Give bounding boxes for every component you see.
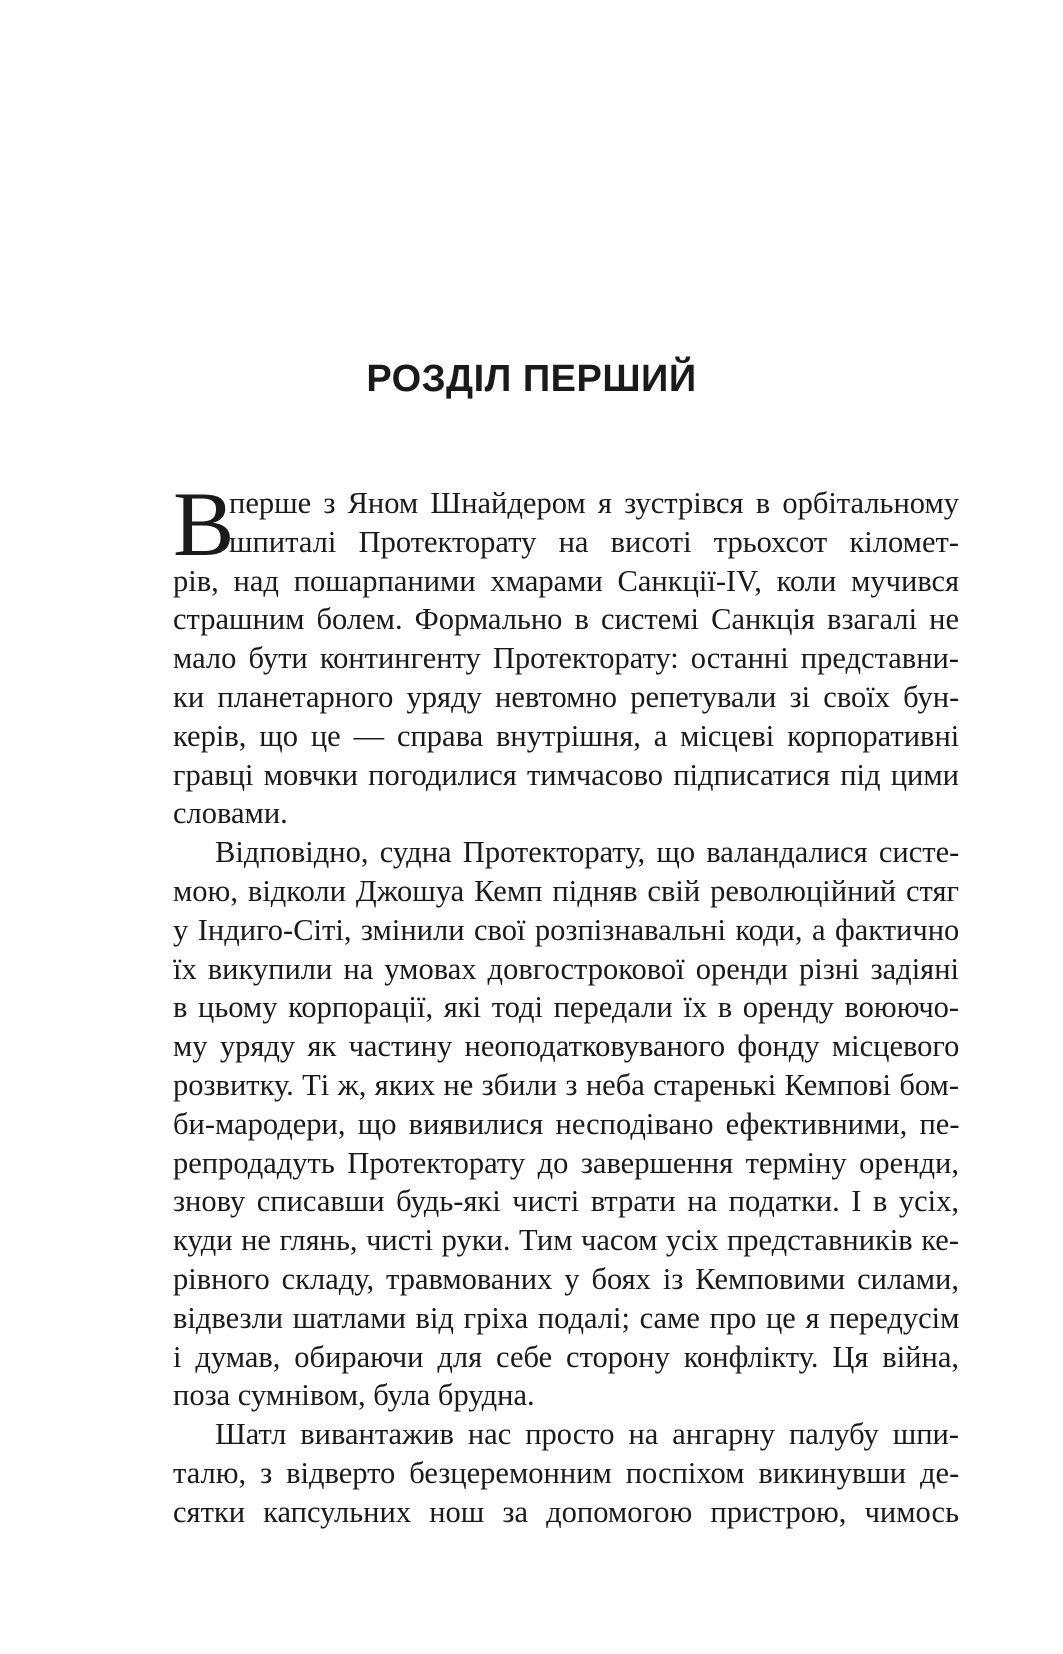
text-line: їх викупили на умовах довгострокової оренди різні задіяні bbox=[173, 951, 959, 986]
text-line: рів, над пошарпаними хмарами Санкції-IV, коли мучився bbox=[173, 563, 960, 598]
text-line: відвезли шатлами від гріха подалі; саме про це я передусім bbox=[173, 1300, 960, 1335]
text-line: репродадуть Протекторату до завершення терміну оренди, bbox=[173, 1145, 959, 1180]
text-line: в цьому корпорації, які тоді передали їх в оренду воюючо- bbox=[173, 990, 960, 1025]
text-line: шпиталі Протекторату на висоті трьохсот кіломет- bbox=[229, 524, 959, 559]
text-line: рівного складу, травмованих у боях із Кемповими силами, bbox=[173, 1261, 959, 1296]
text-line: ки планетарного уряду невтомно репетували зі своїх бун- bbox=[173, 679, 960, 714]
text-line: страшним болем. Формально в системі Санкція взагалі не bbox=[173, 602, 959, 637]
text-line: поза сумнівом, була брудна. bbox=[173, 1378, 535, 1413]
text-line: у Індиго-Сіті, змінили свої розпізнавальні коди, а фактично bbox=[173, 912, 960, 947]
text-line: знову списавши будь-які чисті втрати на податки. І в усіх, bbox=[173, 1184, 959, 1219]
text-line: би-мародери, що виявилися несподівано ефективними, пе- bbox=[173, 1106, 960, 1141]
text-line: му уряду як частину неоподатковуваного фонду місцевого bbox=[173, 1029, 960, 1064]
text-line: сятки капсульних нош за допомогою пристрою, чимось bbox=[173, 1494, 959, 1529]
text-line: куди не глянь, чисті руки. Тим часом усіх представників ке- bbox=[173, 1223, 959, 1258]
text-line: словами. bbox=[173, 796, 288, 831]
text-line: Відповідно, судна Протекторату, що валандалися систе- bbox=[215, 835, 960, 870]
chapter-title: РОЗДІЛ ПЕРШИЙ bbox=[366, 358, 697, 400]
text-line: Шатл вивантажив нас просто на ангарну палубу шпи- bbox=[215, 1417, 959, 1452]
body-text bbox=[173, 473, 960, 1532]
text-line: мало бути контингенту Протекторату: останні представни- bbox=[173, 641, 959, 676]
text-line: талю, з відверто безцеремонним поспіхом викинувши де- bbox=[173, 1455, 960, 1490]
drop-cap: В bbox=[173, 473, 235, 575]
text-line: мою, відколи Джошуа Кемп підняв свій революційний стяг bbox=[173, 873, 959, 908]
text-line: гравці мовчки погодилися тимчасово підписатися під цими bbox=[173, 757, 959, 792]
text-line: керів, що це — справа внутрішня, а місцеві корпоративні bbox=[173, 718, 960, 753]
text-line: і думав, обираючи для себе сторону конфлікту. Ця війна, bbox=[173, 1339, 959, 1374]
text-line: розвитку. Ті ж, яких не збили з неба старенькі Кемпові бом- bbox=[173, 1067, 959, 1102]
text-line: перше з Яном Шнайдером я зустрівся в орбітальному bbox=[229, 486, 959, 520]
